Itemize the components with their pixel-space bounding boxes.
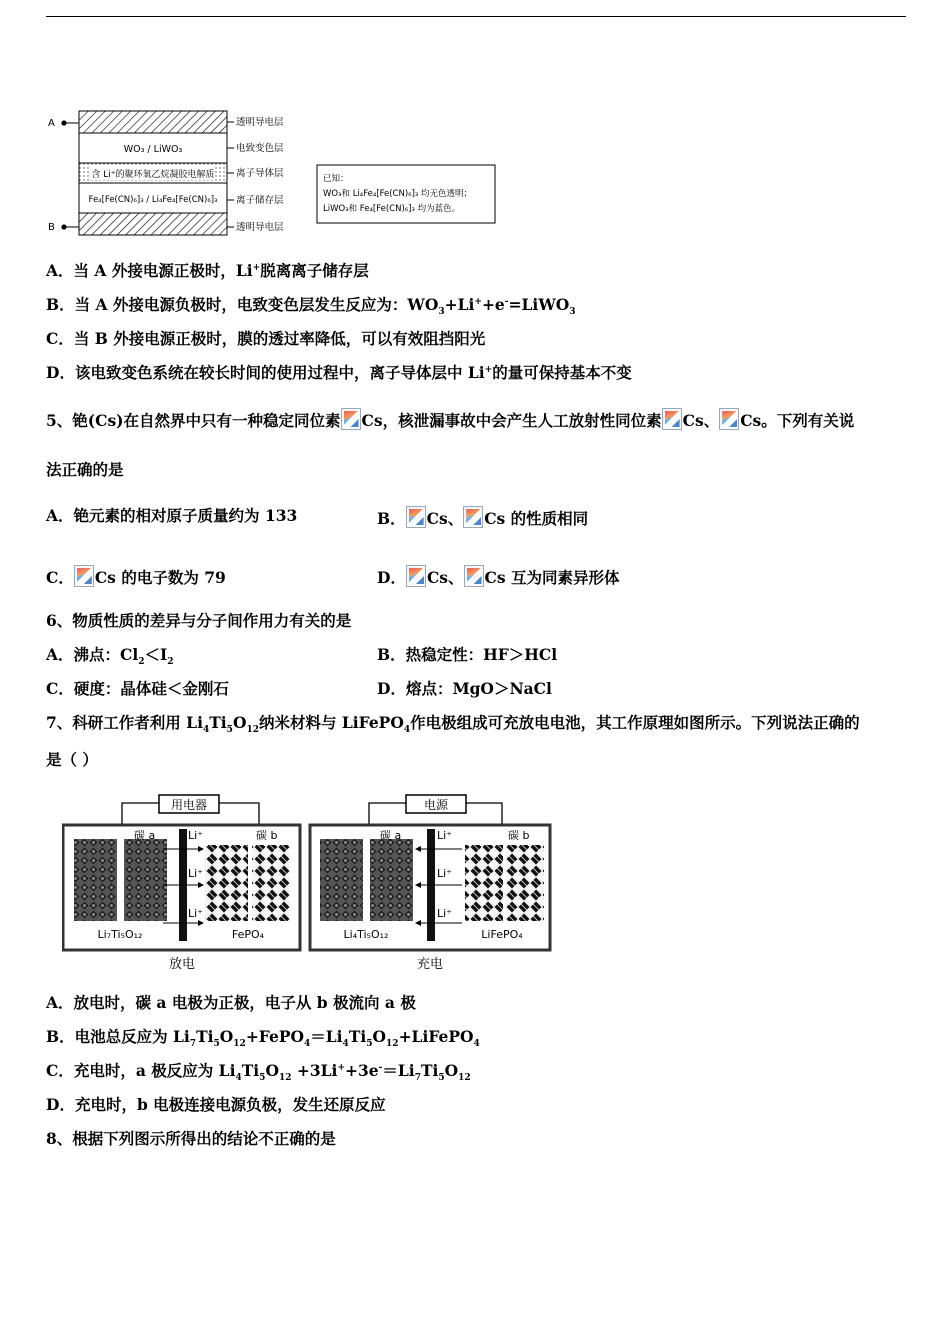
q6-option-c: C．硬度：晶体硅＜金刚石 [46,679,229,698]
isotope-image-icon [406,506,426,528]
known-line2: LiWO₃和 Fe₄[Fe(CN)₆]₃ 均为蓝色。 [323,204,461,214]
label-electrochromic: 电致变色层 [236,143,284,154]
power-source-label: 电源 [423,798,449,812]
anode-crystal [124,839,167,921]
q5-option-a: A．铯元素的相对原子质量约为 133 [46,506,298,525]
cathode-crystal [506,845,544,921]
known-title: 已知： [323,174,349,184]
charge-panel [310,795,550,972]
q7-option-b: B．电池总反应为 $Li_7Ti_5O_{12}+FePO_4=Li_4Ti_5O_{12}+LiFePO_4$ [46,1027,480,1050]
q8-stem: 8、根据下列图示所得出的结论不正确的是 [46,1129,336,1148]
label-bottom-conductive: 透明导电层 [236,222,284,233]
q7-option-c: C．充电时，a 极反应为 $Li_4Ti_5O_{12} +3Li^++3e^-=Li_7Ti_5O_{12}$ [46,1061,471,1084]
right-anode-label: Li₄Ti₅O₁₂ [343,928,389,941]
q4-option-a: A．当 A 外接电源正极时，Li+脱离离子储存层 [46,261,369,280]
known-line1: WO₃和 Li₄Fe₄[Fe(CN)₆]₃ 均无色透明； [323,189,472,199]
left-anode-label: Li₇Ti₅O₁₂ [97,928,143,941]
isotope-image-icon [341,408,361,430]
battery-figure [62,793,556,975]
li-ion-label: Li⁺ [437,829,452,842]
charge-caption: 充电 [416,957,444,972]
carbon-b-label: 碳 b [508,829,530,842]
q7-option-d: D．充电时，b 电极连接电源负极，发生还原反应 [46,1095,386,1114]
isotope-image-icon [719,408,739,430]
q5-stem-line2: 法正确的是 [46,460,124,479]
anode-crystal [320,839,363,921]
label-ion-conductor: 离子导体层 [236,168,284,179]
cathode-crystal [465,845,503,921]
isotope-image-icon [464,565,484,587]
q5-option-b: B． Cs、 Cs 的性质相同 [377,506,588,529]
cathode-crystal [252,845,290,921]
li-ion-label: Li⁺ [437,907,452,920]
carbon-b-label: 碳 b [256,829,278,842]
top-conductive-layer [79,111,227,133]
electrochromic-figure [46,102,506,240]
q7-option-a: A．放电时，碳 a 电极为正极，电子从 b 极流向 a 极 [46,993,416,1012]
q5-stem: 5、铯(Cs)在自然界中只有一种稳定同位素 Cs，核泄漏事故中会产生人工放射性同位素 Cs、 Cs。下列有关说 [46,408,854,431]
header-rule [46,16,906,17]
q5-option-d: D． Cs、 Cs 互为同素异形体 [377,565,620,588]
carbon-a-label: 碳 a [380,829,402,842]
li-ion-label: Li⁺ [188,829,203,842]
q4-option-c: C．当 B 外接电源正极时，膜的透过率降低，可以有效阻挡阳光 [46,329,486,348]
point-b-label: B [48,222,55,233]
left-cathode-label: FePO₄ [231,928,265,941]
isotope-image-icon [662,408,682,430]
right-cathode-label: LiFePO₄ [481,928,523,941]
q6-option-d: D．熔点：MgO＞NaCl [377,679,552,698]
li-ion-label: Li⁺ [188,867,203,880]
q6-stem: 6、物质性质的差异与分子间作用力有关的是 [46,611,352,630]
isotope-image-icon [406,565,426,587]
layer-wo3-text: WO₃ / LiWO₃ [123,144,183,155]
anode-crystal [370,839,413,921]
isotope-image-icon [74,565,94,587]
q7-stem: 7、科研工作者利用 $Li_4Ti_5O_{12}$纳米材料与 LiFePO$_4$作电极组成可充放电电池，其工作原理如图所示。下列说法正确的 [46,713,860,736]
li-ion-label: Li⁺ [437,867,452,880]
point-a-label: A [48,118,55,129]
carbon-a-label: 碳 a [134,829,156,842]
q4-option-b: B．当 A 外接电源负极时，电致变色层发生反应为：$WO_3+Li^++e^-=LiWO_3$ [46,295,576,318]
q6-option-b: B．热稳定性：HF＞HCl [377,645,558,664]
q5-option-c: C． Cs 的电子数为 79 [46,565,226,588]
layer-gel-text: 含 Li⁺的聚环氧乙烷凝胶电解质 [91,170,215,180]
li-ion-label: Li⁺ [188,907,203,920]
isotope-image-icon [463,506,483,528]
anode-crystal [74,839,117,921]
q4-option-d: D．该电致变色系统在较长时间的使用过程中，离子导体层中 Li+的量可保持基本不变 [46,363,632,382]
label-top-conductive: 透明导电层 [236,117,284,128]
discharge-panel [63,795,300,972]
bottom-conductive-layer [79,213,227,235]
q6-option-a: A．沸点：$Cl_2<I_2$ [46,645,174,668]
discharge-caption: 放电 [168,957,196,972]
q7-stem-line2: 是（ ） [46,750,98,769]
load-device-label: 用电器 [170,798,208,812]
label-ion-storage: 离子储存层 [236,195,284,206]
cathode-crystal [205,845,248,921]
layer-fe-text: Fe₄[Fe(CN)₆]₃ / Li₄Fe₄[Fe(CN)₆]₃ [88,195,218,205]
